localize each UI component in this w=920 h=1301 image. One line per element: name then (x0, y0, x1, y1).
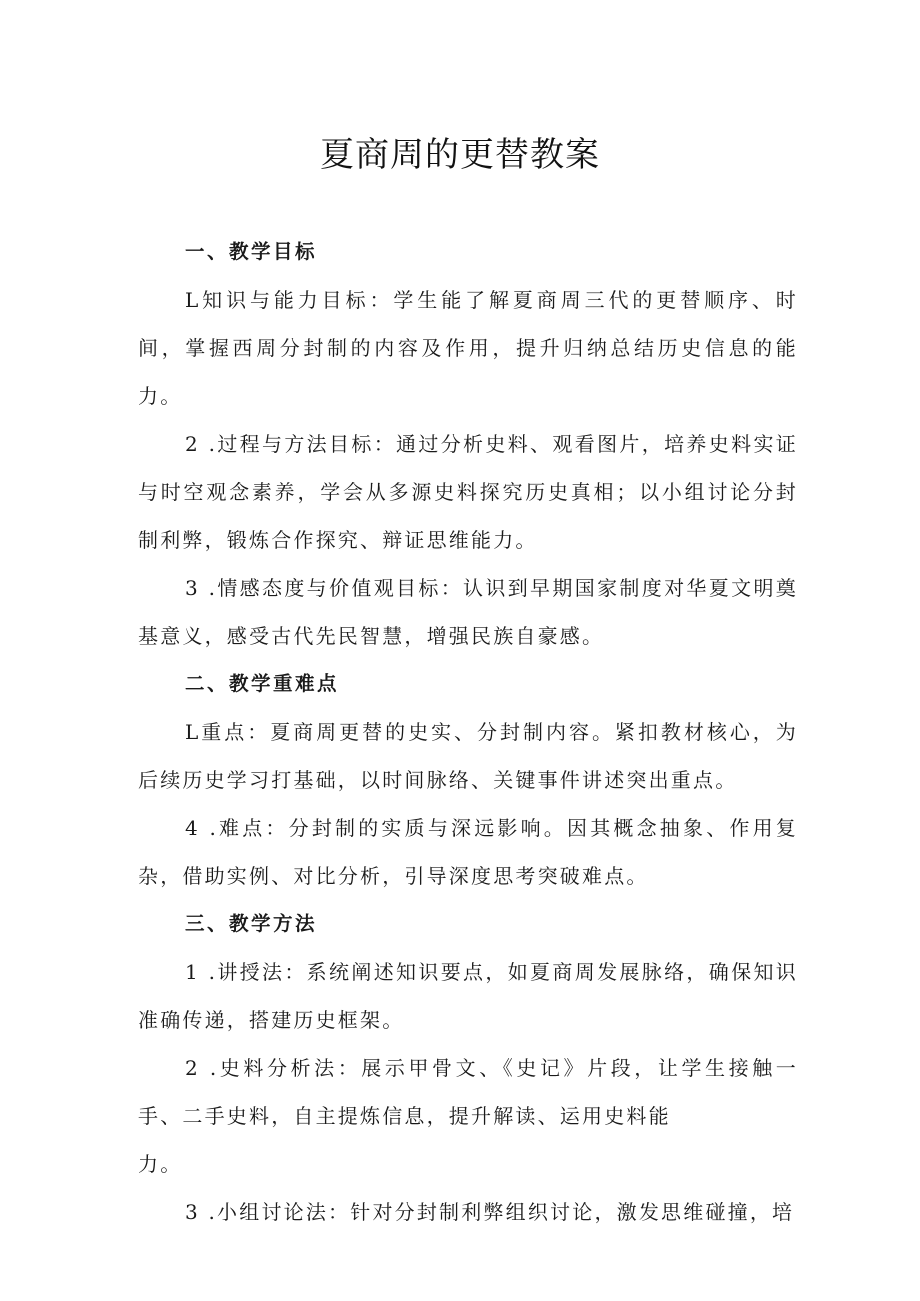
paragraph: 1 .讲授法：系统阐述知识要点，如夏商周发展脉络，确保知识准确传递，搭建历史框架。 (138, 960, 798, 1032)
section-heading-objectives: 一、教学目标 (185, 240, 318, 263)
document-body (138, 228, 798, 1236)
paragraph: 2 .过程与方法目标：通过分析史料、观看图片，培养史料实证与时空观念素养，学会从多源史料探究历史真相；以小组讨论分封制利弊，锻炼合作探究、辩证思维能力。 (138, 432, 798, 552)
section-heading-methods: 三、教学方法 (185, 912, 318, 935)
paragraph-continuation: 力。 (138, 1152, 183, 1176)
paragraph: L知识与能力目标：学生能了解夏商周三代的更替顺序、时间，掌握西周分封制的内容及作用，提升归纳总结历史信息的能力。 (138, 288, 798, 408)
paragraph: 3 .小组讨论法：针对分封制利弊组织讨论，激发思维碰撞，培 (185, 1200, 795, 1224)
section-heading-key-points: 二、教学重难点 (185, 672, 340, 695)
document-title: 夏商周的更替教案 (320, 135, 600, 175)
paragraph: 2 .史料分析法：展示甲骨文、《史记》片段，让学生接触一手、二手史料，自主提炼信息，提升解读、运用史料能 (138, 1056, 798, 1128)
paragraph: 4 .难点：分封制的实质与深远影响。因其概念抽象、作用复杂，借助实例、对比分析，引导深度思考突破难点。 (138, 816, 798, 888)
paragraph: 3 .情感态度与价值观目标：认识到早期国家制度对华夏文明奠基意义，感受古代先民智慧，增强民族自豪感。 (138, 576, 798, 648)
paragraph: L重点：夏商周更替的史实、分封制内容。紧扣教材核心，为后续历史学习打基础，以时间脉络、关键事件讲述突出重点。 (138, 720, 798, 792)
